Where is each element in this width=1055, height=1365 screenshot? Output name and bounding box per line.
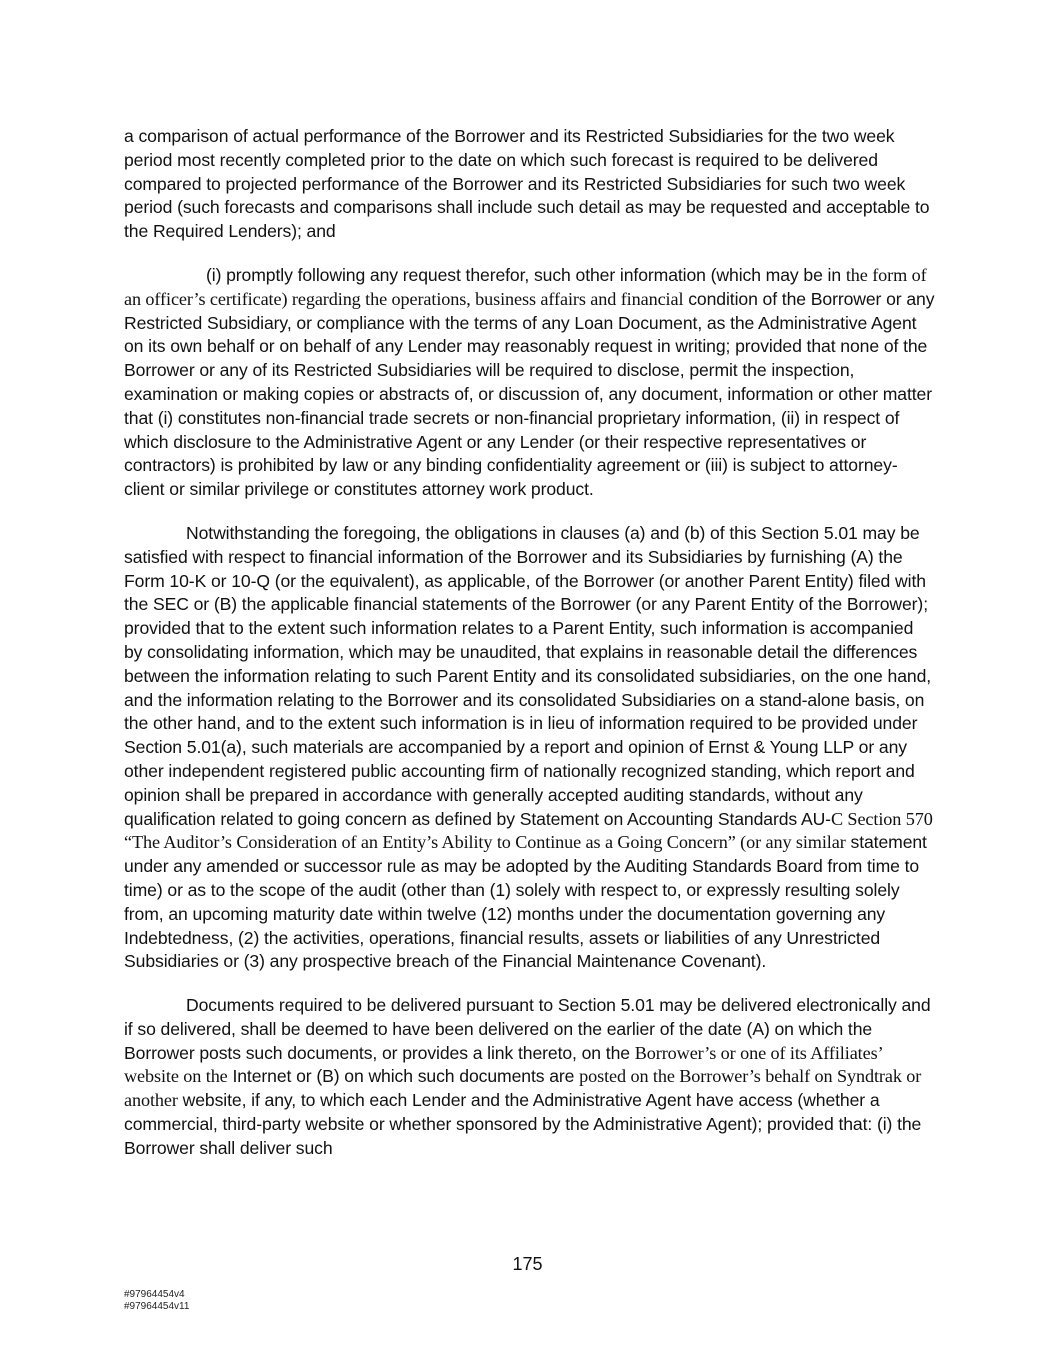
document-body [124, 125, 936, 1181]
document-id-line: #97964454v11 [124, 1301, 190, 1312]
document-id-line: #97964454v4 [124, 1289, 185, 1300]
paragraph-text: website, if any, to which each Lender and the Administrative Agent have access (whether a commercial, third-party website or whether sponsored by the Administrative Agent); provided that: (i) the Borrower shall deliver such [124, 1090, 922, 1158]
document-id-stamp [124, 1289, 189, 1313]
paragraph-text: a comparison of actual performance of the Borrower and its Restricted Subsidiaries for the two week period most recently completed prior to the date on which such forecast is required to be delivered compared to projected performance of the Borrower and its Restricted Subsidiaries for such two week period (such forecasts and comparisons shall include such detail as may be requested and acceptable to the Required Lenders); and [124, 126, 930, 242]
paragraph-text-serif: the form of an officer’s certificate) regarding the operations, business affairs and financial [124, 264, 927, 309]
paragraph-text-serif: posted on the Borrower’s behalf on Syndtrak or another [124, 1066, 922, 1111]
paragraph-text: Internet or (B) on which such documents are [227, 1066, 580, 1087]
paragraph-documents-delivery [124, 994, 936, 1161]
paragraph-text: condition of the Borrower or any Restricted Subsidiary, or compliance with the terms of any Loan Document, as the Administrative Agent on its own behalf or on behalf of any Lender may reasonably request in writing; provided that none of the Borrower or any of its Restricted Subsidiaries will be required to disclose, permit the inspection, examination or making copies or abstracts of, or discussion of, any document, information or other matter that (i) constitutes non-financial trade secrets or non-financial proprietary information, (ii) in respect of which disclosure to the Administrative Agent or any Lender (or their respective representatives or contractors) is prohibited by law or any binding confidentiality agreement or (iii) is subject to attorney-client or similar privilege or constitutes attorney work product. [124, 288, 935, 500]
paragraph-clause-i [124, 264, 936, 502]
paragraph-text: Documents required to be delivered pursuant to Section 5.01 may be delivered electronically and if so delivered, shall be deemed to have been delivered on the earlier of the date (A) on which the Borrower posts such documents, or provides a link thereto, on the [124, 995, 931, 1063]
paragraph-notwithstanding [124, 522, 936, 974]
paragraph-text: statement under any amended or successor rule as may be adopted by the Auditing Standards Board from time to time) or as to the scope of the audit (other than (1) solely with respect to, or expressly resulting solely from, an upcoming maturity date within twelve (12) months under the documentation governing any Indebtedness, (2) the activities, operations, financial results, assets or liabilities of any Unrestricted Subsidiaries or (3) any prospective breach of the Financial Maintenance Covenant). [124, 832, 927, 972]
paragraph-text: Notwithstanding the foregoing, the obligations in clauses (a) and (b) of this Section 5.01 may be satisfied with respect to financial information of the Borrower and its Subsidiaries by furnishing (A) the Form 10-K or 10-Q (or the equivalent), as applicable, of the Borrower (or another Parent Entity) filed with the SEC or (B) the applicable financial statements of the Borrower (or any Parent Entity of the Borrower); provided that to the extent such information relates to a Parent Entity, such information is accompanied by consolidating information, which may be unaudited, that explains in reasonable detail the differences between the information relating to such Parent Entity and its consolidated subsidiaries, on the one hand, and the information relating to the Borrower and its consolidated Subsidiaries on a stand-alone basis, on the other hand, and to the extent such information is in lieu of information required to be provided under Section 5.01(a), such materials are accompanied by a report and opinion of Ernst & Young LLP or any other independent registered public accounting firm of nationally recognized standing, which report and opinion shall be prepared in accordance with generally accepted auditing standards, without any qualification related to going concern as defined by Statement on Accounting Standards AU- [124, 522, 932, 829]
paragraph-text-serif: Borrower’s or one of its Affiliates’ website on the [124, 1042, 883, 1087]
paragraph-forecast-comparison [124, 125, 936, 244]
paragraph-text-serif: C Section 570 “The Auditor’s Consideration of an Entity’s Ability to Continue as a Going Concern” (or any similar [124, 808, 933, 853]
page-number: 175 [512, 1254, 543, 1274]
paragraph-text: (i) promptly following any request therefor, such other information (which may be in [206, 264, 846, 285]
